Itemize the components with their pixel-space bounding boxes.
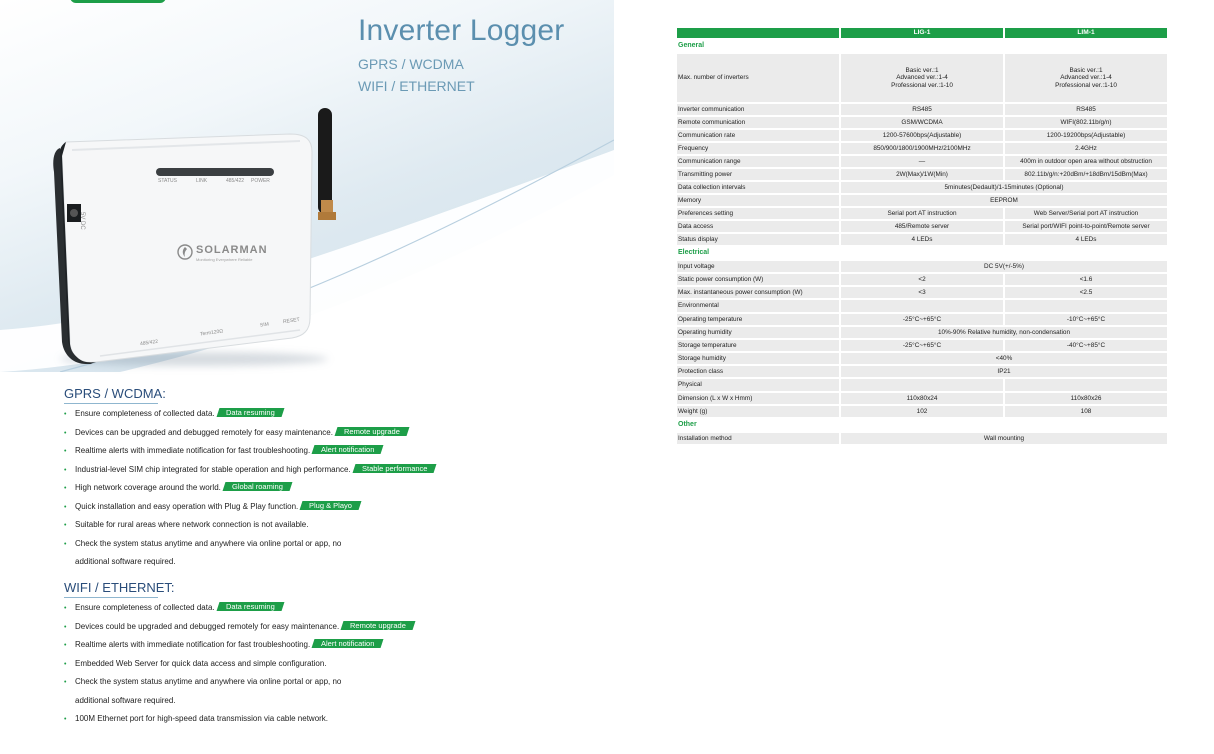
antenna-icon — [318, 108, 336, 220]
feature-text: Devices can be upgraded and debugged remotely for easy maintenance. — [75, 427, 333, 437]
spec-label: Data collection intervals — [677, 182, 839, 193]
spec-row — [677, 104, 1167, 115]
spec-value-lim1: <2.5 — [1005, 287, 1167, 298]
feature-tag-label: Remote upgrade — [350, 620, 407, 630]
feature-text: Ensure completeness of collected data. — [75, 603, 215, 612]
spec-row — [677, 54, 1167, 102]
spec-row — [677, 340, 1167, 351]
spec-label: Memory — [677, 195, 839, 206]
spec-table — [675, 26, 1169, 446]
spec-value-lig1: 102 — [841, 406, 1003, 417]
feature-tag-badge — [300, 501, 362, 510]
spec-row — [677, 221, 1167, 232]
feature-item — [64, 479, 435, 498]
spec-value-lim1: -10°C~+65°C — [1005, 314, 1167, 325]
feature-text: Ensure completeness of collected data. — [75, 409, 215, 418]
feature-tag-badge — [216, 602, 284, 611]
feature-tag-badge — [334, 427, 409, 436]
spec-label: Status display — [677, 234, 839, 245]
spec-value-shared: 10%-90% Relative humidity, non-condensation — [841, 327, 1167, 338]
spec-label: Protection class — [677, 366, 839, 377]
feature-item-continuation — [64, 692, 414, 711]
spec-label: Inverter communication — [677, 104, 839, 115]
spec-label: Input voltage — [677, 261, 839, 272]
spec-value-lig1: -25°C~+65°C — [841, 340, 1003, 351]
spec-label: Weight (g) — [677, 406, 839, 417]
spec-row — [677, 287, 1167, 298]
bullet-icon: • — [64, 605, 67, 612]
device-brand: SOLARMAN — [196, 244, 268, 256]
spec-value-lim1: 400m in outdoor open area without obstruction — [1005, 156, 1167, 167]
port-label-sim: SIM — [259, 321, 270, 329]
spec-label: Installation method — [677, 433, 839, 444]
spec-value-lim1: Web Server/Serial port AT instruction — [1005, 208, 1167, 219]
feature-tag-badge — [216, 408, 284, 417]
spec-value-lig1: 110x80x24 — [841, 393, 1003, 404]
spec-value-lig1: <3 — [841, 287, 1003, 298]
feature-tag-label: Remote upgrade — [343, 426, 400, 436]
right-page — [614, 0, 1214, 754]
feature-tag-label: Data resuming — [225, 602, 275, 612]
spec-value-lig1: Basic ver.:1 Advanced ver.:1-4 Professional ver.:1-10 — [841, 54, 1003, 102]
feature-text: Devices could be upgraded and debugged remotely for easy maintenance. — [75, 621, 340, 631]
spec-value-shared: Wall mounting — [841, 433, 1167, 444]
feature-item — [64, 424, 435, 443]
spec-row — [677, 353, 1167, 364]
spec-value-lim1: 4 LEDs — [1005, 234, 1167, 245]
feature-item — [64, 618, 414, 637]
feature-text: Quick installation and easy operation with Plug & Play function. — [75, 501, 299, 511]
feature-tag-label: Stable performance — [361, 463, 428, 473]
feature-list-gprs — [64, 405, 435, 572]
spec-value-lig1: 485/Remote server — [841, 221, 1003, 232]
dc-input-label: 5V DC — [79, 212, 85, 230]
feature-text: 100M Ethernet port for high-speed data transmission via cable network. — [75, 714, 329, 723]
spec-value-shared: EEPROM — [841, 195, 1167, 206]
header-lig-1: LIG-1 — [841, 28, 1003, 38]
bullet-icon: • — [64, 716, 67, 723]
spec-row — [677, 117, 1167, 128]
feature-tag-badge — [312, 639, 384, 648]
feature-list-wifi — [64, 599, 414, 729]
spec-empty-cell — [1005, 300, 1167, 312]
subtitle-wifi: WIFI / ETHERNET — [358, 78, 475, 94]
spec-value-lim1: Serial port/WIFI point-to-point/Remote server — [1005, 221, 1167, 232]
bullet-icon: • — [64, 466, 67, 474]
spec-row — [677, 433, 1167, 444]
feature-text: Realtime alerts with immediate notification for fast troubleshooting. — [75, 640, 311, 649]
bullet-icon: • — [64, 660, 67, 668]
spec-label: Transmitting power — [677, 169, 839, 180]
spec-value-lim1: RS485 — [1005, 104, 1167, 115]
spec-value-lim1: 108 — [1005, 406, 1167, 417]
feature-text: Realtime alerts with immediate notification for fast troubleshooting. — [75, 446, 311, 455]
feature-tag-label: Alert notification — [321, 445, 375, 455]
feature-item — [64, 636, 414, 655]
device-illustration — [0, 0, 614, 372]
spec-value-lim1: 802.11b/g/n:+20dBm/+18dBm/15dBm(Max) — [1005, 169, 1167, 180]
feature-item — [64, 710, 414, 729]
page-title: Inverter Logger — [358, 14, 565, 47]
led-label-link: LINK — [196, 178, 208, 184]
spec-section-label: Other — [678, 421, 697, 428]
port-label-485: 485/422 — [139, 338, 159, 348]
feature-text: additional software required. — [75, 695, 176, 705]
feature-text: High network coverage around the world. — [75, 483, 221, 492]
feature-text: Check the system status anytime and anywhere via online portal or app, no — [75, 538, 342, 548]
feature-text: Industrial-level SIM chip integrated for stable operation and high performance. — [75, 464, 351, 474]
spec-label: Max. number of inverters — [677, 54, 839, 102]
feature-item — [64, 405, 435, 424]
spec-row — [677, 130, 1167, 141]
spec-label: Remote communication — [677, 117, 839, 128]
spec-subsection-label: Environmental — [677, 300, 839, 312]
feature-item — [64, 655, 414, 674]
header-blank-cell — [677, 28, 839, 38]
spec-value-lim1: 2.4GHz — [1005, 143, 1167, 154]
spec-value-lig1: 850/900/1800/1900MHz/2100MHz — [841, 143, 1003, 154]
spec-empty-cell — [841, 379, 1003, 391]
led-label-status: STATUS — [158, 178, 177, 184]
bullet-icon: • — [64, 485, 67, 492]
spec-value-lig1: <2 — [841, 274, 1003, 285]
spec-label: Communication range — [677, 156, 839, 167]
spec-value-shared: <40% — [841, 353, 1167, 364]
spec-row — [677, 314, 1167, 325]
bullet-icon: • — [64, 429, 67, 437]
spec-row — [677, 406, 1167, 417]
feature-item — [64, 599, 414, 618]
spec-empty-cell — [1005, 379, 1167, 391]
spec-label: Storage temperature — [677, 340, 839, 351]
spec-row — [677, 366, 1167, 377]
spec-subsection-row — [677, 300, 1167, 312]
spec-row — [677, 234, 1167, 245]
feature-tag-label: Plug & Playo — [309, 500, 353, 510]
spec-value-lig1: GSM/WCDMA — [841, 117, 1003, 128]
led-label-power: POWER — [251, 178, 270, 184]
spec-row — [677, 156, 1167, 167]
feature-text: Suitable for rural areas where network connection is not available. — [75, 520, 309, 529]
bullet-icon: • — [64, 503, 67, 511]
spec-row — [677, 195, 1167, 206]
feature-item-continuation — [64, 553, 435, 572]
feature-tag-badge — [341, 621, 416, 630]
spec-label: Operating temperature — [677, 314, 839, 325]
feature-item — [64, 442, 435, 461]
spec-label: Static power consumption (W) — [677, 274, 839, 285]
section-heading-gprs: GPRS / WCDMA: — [64, 386, 166, 401]
bullet-icon: • — [64, 411, 67, 418]
spec-section-label: General — [678, 42, 705, 49]
feature-tag-label: Global roaming — [231, 482, 283, 492]
spec-value-lig1: -25°C~+65°C — [841, 314, 1003, 325]
bullet-icon: • — [64, 448, 67, 455]
section-rule — [64, 597, 158, 598]
spec-value-lig1: 1200-57600bps(Adjustable) — [841, 130, 1003, 141]
spec-value-shared: DC 5V(+/-5%) — [841, 261, 1167, 272]
feature-item — [64, 461, 435, 480]
feature-tag-badge — [222, 482, 292, 491]
feature-item — [64, 535, 435, 554]
spec-row — [677, 261, 1167, 272]
spec-row — [677, 208, 1167, 219]
spec-value-lig1: — — [841, 156, 1003, 167]
spec-value-shared: 5minutes(Dedault)/1-15minutes (Optional) — [841, 182, 1167, 193]
spec-section-label: Electrical — [678, 249, 710, 256]
spec-value-lim1: 1200-19200bps(Adjustable) — [1005, 130, 1167, 141]
spec-label: Communication rate — [677, 130, 839, 141]
feature-tag-label: Data resuming — [225, 408, 275, 418]
feature-text: Check the system status anytime and anywhere via online portal or app, no — [75, 677, 342, 686]
spec-label: Preferences setting — [677, 208, 839, 219]
feature-text: additional software required. — [75, 557, 176, 566]
spec-label: Storage humidity — [677, 353, 839, 364]
spec-table-header — [677, 28, 1167, 38]
spec-row — [677, 393, 1167, 404]
spec-value-lig1: 4 LEDs — [841, 234, 1003, 245]
solarman-logo-icon — [177, 244, 193, 260]
spec-subsection-row — [677, 379, 1167, 391]
spec-row — [677, 274, 1167, 285]
bullet-icon: • — [64, 679, 67, 686]
spec-label: Data access — [677, 221, 839, 232]
feature-item — [64, 498, 435, 517]
feature-item — [64, 516, 435, 535]
feature-tag-label: Alert notification — [321, 639, 375, 649]
device-tagline: Monitoring Everywhere Reliable — [196, 257, 253, 262]
spec-section-row — [677, 40, 1167, 52]
spec-empty-cell — [841, 300, 1003, 312]
spec-row — [677, 143, 1167, 154]
feature-tag-badge — [312, 445, 384, 454]
spec-section-row — [677, 419, 1167, 431]
spec-subsection-label: Physical — [677, 379, 839, 391]
port-label-reset: RESET — [282, 316, 301, 326]
spec-value-lim1: 110x80x26 — [1005, 393, 1167, 404]
bullet-icon: • — [64, 642, 67, 649]
section-heading-wifi: WIFI / ETHERNET: — [64, 580, 175, 595]
spec-value-lim1: Basic ver.:1 Advanced ver.:1-4 Professional ver.:1-10 — [1005, 54, 1167, 102]
header-lim-1: LIM-1 — [1005, 28, 1167, 38]
spec-section-row — [677, 247, 1167, 259]
section-rule — [64, 403, 158, 404]
bullet-icon: • — [64, 540, 67, 548]
feature-item — [64, 673, 414, 692]
spec-value-lim1: WIFI(802.11b/g/n) — [1005, 117, 1167, 128]
spec-value-lig1: Serial port AT instruction — [841, 208, 1003, 219]
spec-value-lim1: -40°C~+85°C — [1005, 340, 1167, 351]
led-label-485: 485/422 — [226, 178, 245, 184]
spec-row — [677, 327, 1167, 338]
bullet-icon: • — [64, 623, 67, 631]
port-label-term: Term120Ω — [199, 328, 224, 338]
feature-tag-badge — [352, 464, 436, 473]
spec-row — [677, 182, 1167, 193]
spec-value-lim1: <1.6 — [1005, 274, 1167, 285]
spec-value-lig1: 2W(Max)/1W(Min) — [841, 169, 1003, 180]
spec-label: Frequency — [677, 143, 839, 154]
spec-label: Dimension (L x W x Hmm) — [677, 393, 839, 404]
subtitle-gprs: GPRS / WCDMA — [358, 56, 464, 72]
spec-value-lig1: RS485 — [841, 104, 1003, 115]
spec-label: Max. instantaneous power consumption (W) — [677, 287, 839, 298]
bullet-icon: • — [64, 522, 67, 529]
spec-row — [677, 169, 1167, 180]
spec-value-shared: IP21 — [841, 366, 1167, 377]
feature-text: Embedded Web Server for quick data access and simple configuration. — [75, 658, 327, 668]
spec-label: Operating humidity — [677, 327, 839, 338]
